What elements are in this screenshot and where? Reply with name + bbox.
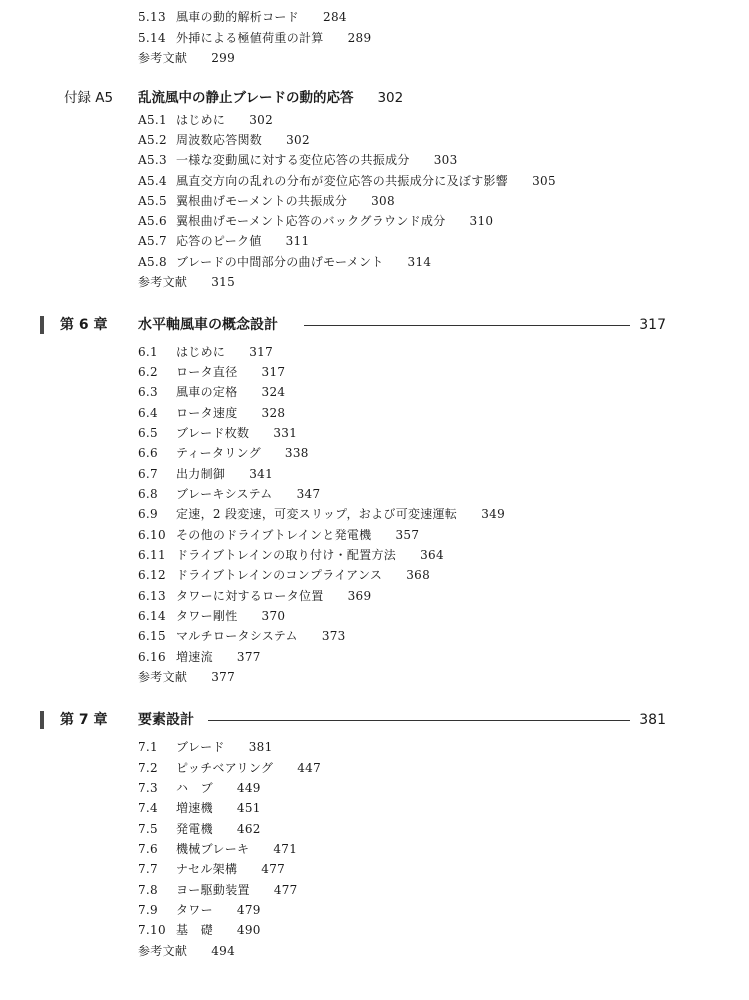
toc-entry[interactable] xyxy=(138,527,419,543)
entry-number: A5.6 xyxy=(138,214,167,228)
toc-entry[interactable] xyxy=(138,486,320,502)
toc-entry[interactable] xyxy=(138,445,309,461)
toc-entry[interactable] xyxy=(138,739,273,755)
entry-page: 349 xyxy=(481,507,506,521)
entry-title: 翼根曲げモーメントの共振成分 xyxy=(176,194,348,208)
toc-entry-references[interactable] xyxy=(138,943,235,959)
entry-number: 7.8 xyxy=(138,883,158,897)
toc-entry[interactable] xyxy=(138,628,346,644)
toc-entry[interactable] xyxy=(138,506,505,522)
toc-entry[interactable] xyxy=(138,173,556,189)
entry-number: 5.14 xyxy=(138,31,166,45)
entry-page: 447 xyxy=(297,761,322,775)
entry-number: 6.8 xyxy=(138,487,158,501)
chapter-page: 381 xyxy=(639,712,666,728)
entry-number: 6.12 xyxy=(138,568,166,582)
entry-page: 368 xyxy=(406,568,431,582)
entry-number: 6.13 xyxy=(138,589,166,603)
toc-entry[interactable] xyxy=(138,425,297,441)
entry-number: 6.6 xyxy=(138,446,158,460)
entry-number: 7.10 xyxy=(138,923,166,937)
entry-number: 6.5 xyxy=(138,426,158,440)
entry-page: 373 xyxy=(321,629,346,643)
toc-entry[interactable] xyxy=(138,649,261,665)
entry-number: 6.9 xyxy=(138,507,158,521)
entry-title: ナセル架構 xyxy=(176,862,238,876)
entry-title: 風直交方向の乱れの分布が変位応答の共振成分に及ぼす影響 xyxy=(176,174,509,188)
toc-entry[interactable] xyxy=(138,213,493,229)
entry-title: 発電機 xyxy=(176,822,213,836)
toc-entry[interactable] xyxy=(138,466,273,482)
entry-title: その他のドライブトレインと発電機 xyxy=(176,528,372,542)
entry-title: 翼根曲げモーメント応答のバックグラウンド成分 xyxy=(176,214,446,228)
toc-entry[interactable] xyxy=(138,344,273,360)
entry-number: A5.8 xyxy=(138,255,167,269)
entry-title: 外挿による極値荷重の計算 xyxy=(176,31,324,45)
toc-entry[interactable] xyxy=(138,780,261,796)
toc-entry[interactable] xyxy=(138,821,261,837)
toc-entry[interactable] xyxy=(138,861,285,877)
entry-title: ブレード枚数 xyxy=(176,426,250,440)
toc-entry[interactable] xyxy=(138,567,430,583)
chapter-label: 第 6 章 xyxy=(60,317,108,333)
entry-title: 参考文献 xyxy=(138,944,188,958)
entry-page: 338 xyxy=(284,446,309,460)
chapter-marker-bar xyxy=(40,711,44,729)
entry-number: A5.7 xyxy=(138,234,167,248)
entry-page: 369 xyxy=(347,589,372,603)
toc-entry[interactable] xyxy=(138,841,297,857)
entry-title: 増速機 xyxy=(176,801,213,815)
entry-number: 6.7 xyxy=(138,467,158,481)
entry-title: ロータ速度 xyxy=(176,406,238,420)
entry-page: 364 xyxy=(420,548,444,562)
entry-title: ティータリング xyxy=(176,446,261,460)
entry-page: 302 xyxy=(286,133,310,147)
entry-page: 449 xyxy=(236,781,261,795)
entry-page: 324 xyxy=(261,385,286,399)
entry-page: 311 xyxy=(285,234,310,248)
entry-title: 風車の定格 xyxy=(176,385,238,399)
toc-entry-references[interactable] xyxy=(138,274,235,290)
entry-page: 341 xyxy=(249,467,274,481)
entry-page: 471 xyxy=(273,842,298,856)
entry-number: 7.1 xyxy=(138,740,158,754)
entry-title: 出力制御 xyxy=(176,467,226,481)
toc-entry[interactable] xyxy=(138,800,261,816)
entry-title: 周波数応答関数 xyxy=(176,133,263,147)
chapter-leader-line xyxy=(304,325,630,326)
entry-title: 一様な変動風に対する変位応答の共振成分 xyxy=(176,153,410,167)
entry-page: 479 xyxy=(236,903,261,917)
entry-number: 7.5 xyxy=(138,822,158,836)
entry-number: 6.11 xyxy=(138,548,166,562)
entry-number: 6.3 xyxy=(138,385,158,399)
entry-page: 289 xyxy=(347,31,372,45)
entry-page: 462 xyxy=(236,822,261,836)
entry-page: 310 xyxy=(469,214,494,228)
toc-entry[interactable] xyxy=(138,405,285,421)
entry-number: 7.3 xyxy=(138,781,158,795)
entry-title: ドライブトレインのコンプライアンス xyxy=(176,568,383,582)
entry-number: 6.1 xyxy=(138,345,158,359)
toc-entry[interactable] xyxy=(138,152,458,168)
entry-title: ブレードの中間部分の曲げモーメント xyxy=(176,255,384,269)
entry-title: ハ ブ xyxy=(176,781,213,795)
entry-number: 6.14 xyxy=(138,609,166,623)
entry-page: 315 xyxy=(211,275,236,289)
chapter-7-heading[interactable] xyxy=(40,710,666,730)
entry-title: タワーに対するロータ位置 xyxy=(176,589,324,603)
entry-page: 381 xyxy=(248,740,273,754)
entry-number: A5.5 xyxy=(138,194,167,208)
entry-number: 7.7 xyxy=(138,862,158,876)
chapter-label: 第 7 章 xyxy=(60,712,108,728)
toc-entry[interactable] xyxy=(138,547,444,563)
entry-number: 6.10 xyxy=(138,528,166,542)
entry-number: 7.4 xyxy=(138,801,158,815)
entry-page: 305 xyxy=(532,174,556,188)
entry-title: ロータ直径 xyxy=(176,365,238,379)
toc-entry[interactable] xyxy=(138,112,273,128)
entry-title: ブレード xyxy=(176,740,225,754)
toc-entry-references[interactable] xyxy=(138,50,235,66)
entry-page: 477 xyxy=(261,862,286,876)
entry-title: 参考文献 xyxy=(138,51,188,65)
entry-title: ピッチベアリング xyxy=(176,761,274,775)
entry-title: タワー剛性 xyxy=(176,609,238,623)
entry-page: 331 xyxy=(273,426,298,440)
entry-page: 299 xyxy=(211,51,236,65)
entry-title: 参考文献 xyxy=(138,670,188,684)
entry-page: 494 xyxy=(211,944,236,958)
entry-page: 377 xyxy=(211,670,236,684)
toc-entry[interactable] xyxy=(138,364,285,380)
entry-title: はじめに xyxy=(176,113,226,127)
chapter-page: 317 xyxy=(639,317,666,333)
chapter-6-heading[interactable] xyxy=(40,315,666,335)
toc-entry[interactable] xyxy=(138,922,261,938)
appendix-a5-heading[interactable] xyxy=(64,86,403,106)
chapter-title: 要素設計 xyxy=(138,712,194,728)
entry-title: 参考文献 xyxy=(138,275,188,289)
entry-title: 応答のピーク値 xyxy=(176,234,262,248)
entry-number: 6.15 xyxy=(138,629,166,643)
toc-entry-references[interactable] xyxy=(138,669,235,685)
entry-number: 7.2 xyxy=(138,761,158,775)
entry-number: 7.9 xyxy=(138,903,158,917)
entry-page: 314 xyxy=(407,255,432,269)
entry-page: 302 xyxy=(249,113,274,127)
appendix-title: 乱流風中の静止ブレードの動的応答 xyxy=(138,90,354,106)
entry-page: 303 xyxy=(433,153,458,167)
entry-page: 308 xyxy=(371,194,395,208)
toc-entry[interactable] xyxy=(138,384,285,400)
entry-title: ヨー駆動装置 xyxy=(176,883,250,897)
entry-title: 増速流 xyxy=(176,650,213,664)
entry-page: 317 xyxy=(261,365,286,379)
entry-number: A5.2 xyxy=(138,133,167,147)
entry-page: 347 xyxy=(296,487,321,501)
toc-entry[interactable] xyxy=(138,233,309,249)
entry-title: ブレーキシステム xyxy=(176,487,273,501)
entry-number: A5.4 xyxy=(138,174,167,188)
toc-entry[interactable] xyxy=(138,30,371,46)
entry-page: 377 xyxy=(236,650,261,664)
entry-title: 風車の動的解析コード xyxy=(176,10,300,24)
toc-entry[interactable] xyxy=(138,193,395,209)
entry-page: 370 xyxy=(261,609,286,623)
entry-number: 7.6 xyxy=(138,842,158,856)
entry-title: はじめに xyxy=(176,345,226,359)
appendix-label: 付録 A5 xyxy=(64,90,114,106)
entry-page: 317 xyxy=(249,345,274,359)
entry-number: 6.16 xyxy=(138,650,166,664)
toc-entry[interactable] xyxy=(138,588,371,604)
toc-entry[interactable] xyxy=(138,608,285,624)
entry-number: 6.2 xyxy=(138,365,158,379)
entry-number: A5.1 xyxy=(138,113,167,127)
entry-page: 284 xyxy=(323,10,347,24)
chapter-title: 水平軸風車の概念設計 xyxy=(138,317,278,333)
entry-title: ドライブトレインの取り付け・配置方法 xyxy=(176,548,397,562)
entry-page: 328 xyxy=(261,406,286,420)
chapter-marker-bar xyxy=(40,316,44,334)
toc-entry[interactable] xyxy=(138,254,431,270)
entry-page: 357 xyxy=(395,528,420,542)
entry-page: 451 xyxy=(236,801,261,815)
chapter-leader-line xyxy=(208,720,630,721)
appendix-page: 302 xyxy=(377,90,404,106)
toc-entry[interactable] xyxy=(138,882,298,898)
entry-title: 定速，2 段変速，可変スリップ，および可変速運転 xyxy=(176,507,458,521)
toc-entry[interactable] xyxy=(138,132,310,148)
toc-entry[interactable] xyxy=(138,902,261,918)
entry-page: 490 xyxy=(236,923,261,937)
entry-page: 477 xyxy=(273,883,298,897)
entry-number: A5.3 xyxy=(138,153,167,167)
entry-title: 機械ブレーキ xyxy=(176,842,250,856)
toc-entry[interactable] xyxy=(138,9,347,25)
toc-entry[interactable] xyxy=(138,760,321,776)
entry-number: 5.13 xyxy=(138,10,166,24)
entry-title: タワー xyxy=(176,903,213,917)
entry-title: マルチロータシステム xyxy=(176,629,298,643)
entry-number: 6.4 xyxy=(138,406,158,420)
entry-title: 基 礎 xyxy=(176,923,213,937)
